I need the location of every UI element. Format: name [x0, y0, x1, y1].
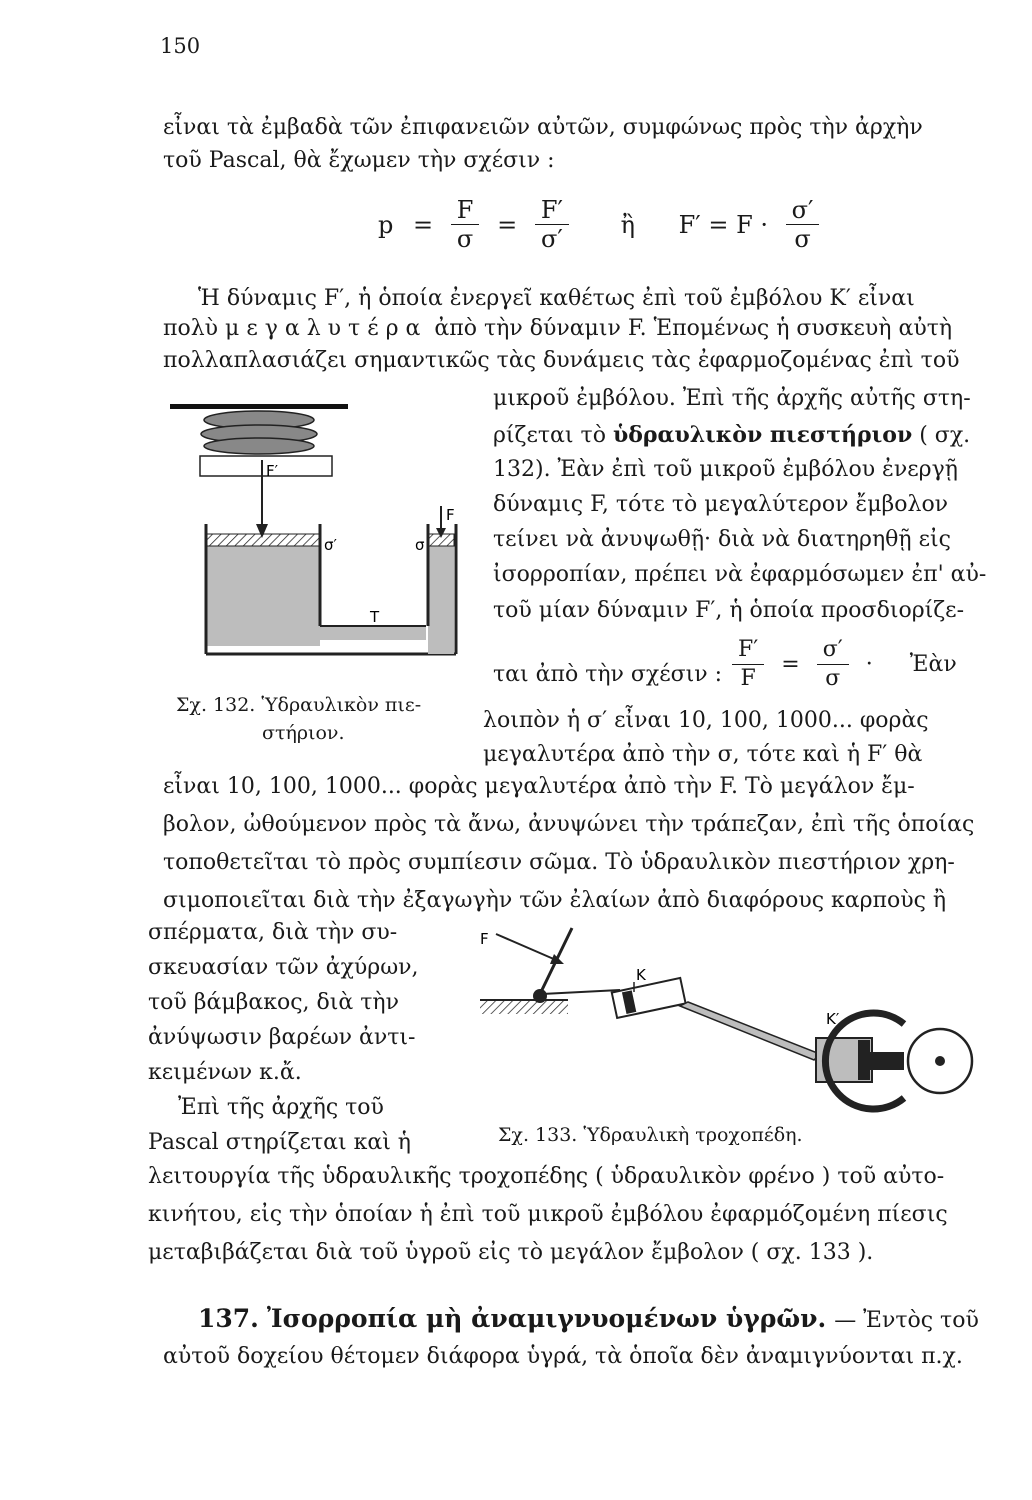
- label-F: F: [446, 506, 455, 524]
- formula-p: p: [378, 210, 394, 239]
- right-col-line: μεγαλυτέρα ἀπὸ τὴν σ, τότε καὶ ἡ F′ θὰ: [483, 742, 923, 767]
- formula-ratio: [728, 636, 963, 693]
- large-piston: [206, 534, 320, 546]
- frac-den: σ: [825, 666, 841, 691]
- right-col-line: τείνει νὰ ἀνυψωθῇ· διὰ νὰ διατηρηθῇ εἰς: [493, 527, 951, 552]
- body-line: τοποθετεῖται τὸ πρὸς συμπίεσιν σῶμα. Τὸ ὑδραυλικὸν πιεστήριον χρη-: [163, 850, 955, 875]
- formula-pascal: [372, 196, 823, 253]
- press-table: [170, 404, 348, 409]
- fraction-sigmap-sigma: [786, 196, 820, 253]
- label-Fprime: F′: [266, 462, 279, 480]
- formula-eq: =: [413, 210, 434, 239]
- left-col-line: Ἐπὶ τῆς ἀρχῆς τοῦ: [178, 1095, 384, 1120]
- left-col-line: κειμένων κ.ἄ.: [148, 1060, 302, 1085]
- left-col-line: σκευασίαν τῶν ἀχύρων,: [148, 955, 419, 980]
- right-col-line: δύναμις F, τότε τὸ μεγαλύτερον ἔμβολον: [493, 492, 949, 517]
- para1-emphasis: μεγαλυτέρα: [225, 316, 428, 341]
- frac-num: σ′: [786, 196, 820, 225]
- master-cylinder: [612, 978, 686, 1018]
- section-rest: — Ἐντὸς τοῦ: [834, 1308, 979, 1333]
- figure-133-hydraulic-brake: [474, 920, 984, 1120]
- frac-num: F′: [732, 636, 764, 665]
- formula-eq: =: [781, 652, 800, 677]
- right-col-line: μικροῦ ἐμβόλου. Ἐπὶ τῆς ἀρχῆς αὐτῆς στη-: [493, 386, 971, 411]
- label-Kprime: K′: [826, 1010, 840, 1028]
- figure-132-hydraulic-press: [170, 398, 470, 680]
- right-col-line: ται ἀπὸ τὴν σχέσιν :: [493, 662, 723, 687]
- figure-133-caption: Σχ. 133. Ὑδραυλικὴ τροχοπέδη.: [498, 1124, 803, 1146]
- small-cylinder-fluid: [428, 546, 454, 654]
- frac-den: F: [740, 666, 756, 691]
- push-rod: [542, 990, 620, 994]
- fraction-sigmap-sigma-2: [817, 636, 849, 693]
- fraction-Fp-sigmap: [535, 196, 569, 253]
- label-sigmaprime: σ′: [324, 536, 337, 554]
- brake-pedal-lever: [540, 928, 572, 994]
- para1-l2-a: πολὺ: [163, 316, 219, 341]
- section-line-2: αὐτοῦ δοχείου θέτομεν διάφορα ὑγρά, τὰ ὁποῖα δὲν ἀναμιγνύονται π.χ.: [163, 1344, 963, 1369]
- hydraulic-press-term: ὑδραυλικὸν πιεστήριον: [612, 422, 913, 448]
- frac-den: σ′: [540, 225, 563, 253]
- right-col-line: λοιπὸν ἡ σ′ εἶναι 10, 100, 1000... φορὰς: [483, 708, 929, 733]
- formula-rhs: F′ = F ·: [678, 210, 768, 239]
- page-number: 150: [160, 34, 201, 58]
- frac-den: σ: [456, 225, 474, 253]
- label-K: K: [636, 966, 646, 984]
- ground-support: [480, 1000, 568, 1014]
- para1-line3: πολλαπλασιάζει σημαντικῶς τὰς δυνάμεις τὰς ἐφαρμοζομένας ἐπὶ τοῦ: [163, 348, 960, 373]
- body-line: σιμοποιεῖται διὰ τὴν ἐξαγωγὴν τῶν ἐλαίων ἀπὸ διαφόρους καρποὺς ἢ: [163, 888, 947, 913]
- connecting-tube: [320, 626, 426, 640]
- right-col-line: ἰσορροπίαν, πρέπει νὰ ἐφαρμόσωμεν ἐπ' αὐ-: [493, 562, 987, 587]
- body-line: λειτουργία τῆς ὑδραυλικῆς τροχοπέδης ( ὑδραυλικὸν φρένο ) τοῦ αὐτο-: [148, 1164, 945, 1189]
- label-T: T: [370, 608, 380, 626]
- large-cylinder-fluid: [206, 546, 320, 646]
- wheel-piston: [858, 1040, 870, 1080]
- frac-num: F: [451, 196, 480, 225]
- label-sigma: σ: [415, 536, 425, 554]
- frac-num: F′: [535, 196, 569, 225]
- pedal-pivot: [533, 989, 547, 1003]
- left-col-line: τοῦ βάμβακος, διὰ τὴν: [148, 990, 399, 1015]
- para1-l2-c: ἀπὸ τὴν δύναμιν F. Ἑπομένως ἡ συσκευὴ αὐτὴ: [434, 316, 953, 341]
- figure-132-caption: Σχ. 132. Ὑδραυλικὸν πιε-: [176, 694, 422, 716]
- right-col-line: [493, 420, 970, 451]
- body-line: εἶναι 10, 100, 1000... φορὰς μεγαλυτέρα ἀπὸ τὴν F. Τὸ μεγάλον ἔμ-: [163, 774, 915, 799]
- right-col-line: τοῦ μίαν δύναμιν F′, ἡ ὁποία προσδιορίζε-: [493, 598, 965, 623]
- compressed-body: [201, 411, 317, 454]
- text-line-1: εἶναι τὰ ἐμβαδὰ τῶν ἐπιφανειῶν αὐτῶν, συμφώνως πρὸς τὴν ἀρχὴν: [163, 115, 923, 140]
- body-line: κινήτου, εἰς τὴν ὁποίαν ἡ ἐπὶ τοῦ μικροῦ ἐμβόλου ἐφαρμόζομένη πίεσις: [148, 1202, 948, 1227]
- section-title: Ἰσορροπία μὴ ἀναμιγνυομένων ὑγρῶν.: [266, 1304, 827, 1333]
- para1-line2: [163, 314, 952, 344]
- frac-den: σ: [794, 225, 811, 253]
- formula-eq-2: =: [497, 210, 518, 239]
- left-col-line: σπέρματα, διὰ τὴν συ-: [148, 920, 398, 945]
- frac-num: σ′: [817, 636, 849, 665]
- formula-after: Ἐὰν: [909, 652, 957, 677]
- para1-line1: Ἡ δύναμις F′, ἡ ὁποία ἐνεργεῖ καθέτως ἐπὶ τοῦ ἐμβόλου K′ εἶναι: [198, 286, 915, 311]
- figure-132-caption-2: στήριον.: [262, 722, 345, 744]
- right-col-text: ρίζεται τὸ: [493, 423, 606, 448]
- section-heading: [198, 1304, 979, 1333]
- body-line: μεταβιβάζεται διὰ τοῦ ὑγροῦ εἰς τὸ μεγάλον ἔμβολον ( σχ. 133 ).: [148, 1240, 874, 1265]
- left-col-line: Pascal στηρίζεται καὶ ἡ: [148, 1130, 411, 1155]
- text-line-2: τοῦ Pascal, θὰ ἔχωμεν τὴν σχέσιν :: [163, 148, 555, 173]
- formula-or: ἢ: [620, 210, 635, 239]
- formula-dot: ·: [865, 652, 873, 677]
- left-col-line: ἀνύψωσιν βαρέων ἀντι-: [148, 1025, 416, 1050]
- fraction-Fp-F: [732, 636, 764, 693]
- section-number: 137.: [198, 1304, 259, 1333]
- body-line: βολον, ὠθούμενον πρὸς τὰ ἄνω, ἀνυψώνει τὴν τράπεζαν, ἐπὶ τῆς ὁποίας: [163, 812, 975, 837]
- right-col-line: 132). Ἐὰν ἐπὶ τοῦ μικροῦ ἐμβόλου ἐνεργῇ: [493, 457, 958, 482]
- brake-line: [680, 1002, 820, 1060]
- fraction-F-sigma: [451, 196, 480, 253]
- force-line-F: [496, 934, 556, 960]
- label-F: F: [480, 930, 489, 948]
- figure-ref: ( σχ.: [919, 423, 971, 448]
